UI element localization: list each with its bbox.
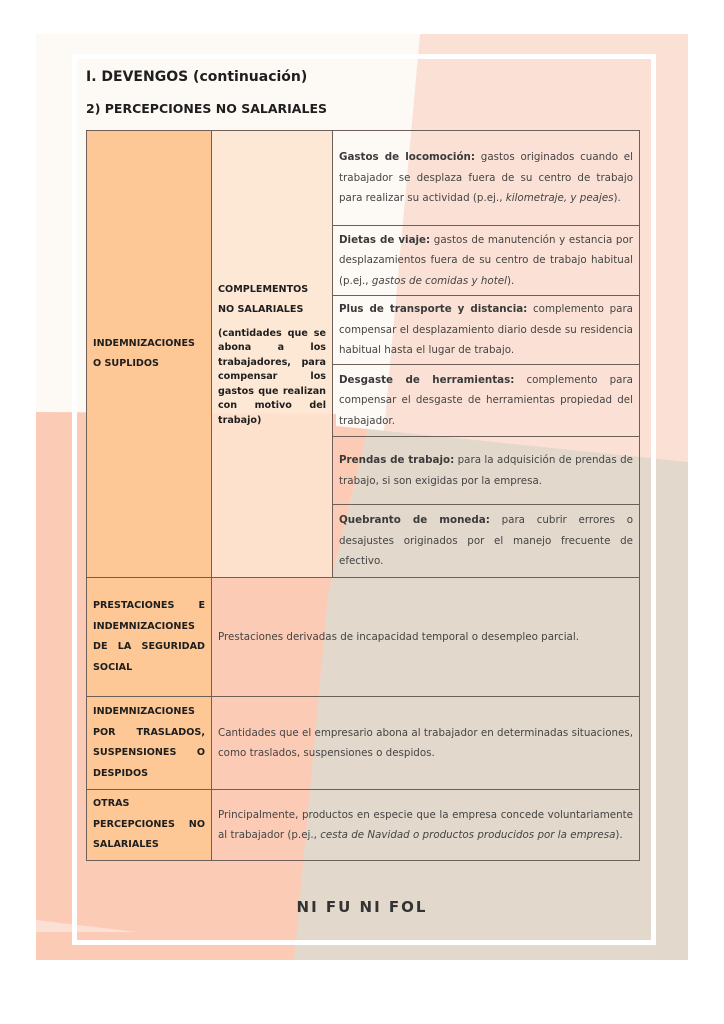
perceptions-table <box>86 130 640 861</box>
item-text: complemento para compensar el desgaste de herramientas propiedad del trabajador. <box>339 373 633 427</box>
item-cell <box>333 437 640 505</box>
category-label: INDEMNIZACIONES O SUPLIDOS <box>93 337 195 369</box>
table-row <box>87 131 640 226</box>
category-label: PRESTACIONES E INDEMNIZACIONES DE LA SEGURIDAD SOCIAL <box>93 600 205 673</box>
description-example: cesta de Navidad o productos producidos por la empresa <box>320 829 616 841</box>
item-cell <box>333 365 640 437</box>
item-cell <box>333 296 640 365</box>
description-cell <box>212 578 640 697</box>
table-row <box>87 790 640 861</box>
item-text: gastos de manutención y estancia por desplazamientos fuera de su centro de trabajo habitual (p.ej., <box>339 233 633 287</box>
description-cell <box>212 697 640 790</box>
description-text: Prestaciones derivadas de incapacidad temporal o desempleo parcial. <box>218 630 579 643</box>
category-cell <box>87 790 212 861</box>
category-cell-indemnizaciones <box>87 131 212 578</box>
item-example: gastos de comidas y hotel <box>371 274 507 287</box>
section-subtitle: 2) PERCEPCIONES NO SALARIALES <box>86 101 327 116</box>
footer-brand: NI FU NI FOL <box>296 898 428 916</box>
item-term: Plus de transporte y distancia: <box>339 303 528 316</box>
item-text: para la adquisición de prendas de trabajo, si son exigidas por la empresa. <box>339 454 633 487</box>
page-title: I. DEVENGOS (continuación) <box>86 69 308 85</box>
item-term: Dietas de viaje: <box>339 233 431 246</box>
subcategory-title: COMPLEMENTOS <box>218 283 309 295</box>
description-text: Principalmente, productos en especie que la empresa concede voluntariamente al trabajador (p.ej., <box>218 808 633 841</box>
category-cell <box>87 578 212 697</box>
item-tail: ). <box>613 192 621 205</box>
item-example: kilometraje, y peajes <box>505 192 614 205</box>
description-text: Cantidades que el empresario abona al trabajador en determinadas situaciones, como traslados, suspensiones o despidos. <box>218 726 633 759</box>
item-text: complemento para compensar el desplazamiento diario desde su residencia habitual hasta el lugar de trabajo. <box>339 303 633 357</box>
item-term: Gastos de locomoción: <box>339 151 475 164</box>
item-text: para cubrir errores o desajustes originados por el manejo frecuente de efectivo. <box>339 514 634 568</box>
item-tail: ). <box>506 274 515 287</box>
item-term: Desgaste de herramientas: <box>339 373 515 386</box>
description-tail: ). <box>615 829 623 841</box>
category-label: INDEMNIZACIONES POR TRASLADOS, SUSPENSIONES O DESPIDOS <box>93 706 205 779</box>
item-cell <box>333 226 640 296</box>
item-text: gastos originados cuando el trabajador se desplaza fuera de su centro de trabajo para realizar su actividad (p.ej., <box>339 151 633 205</box>
category-cell <box>87 697 212 790</box>
category-label: OTRAS PERCEPCIONES NO SALARIALES <box>93 798 205 851</box>
table-row <box>87 578 640 697</box>
subcategory-title-2: NO SALARIALES <box>218 304 304 316</box>
item-cell <box>333 131 640 226</box>
description-cell <box>212 790 640 861</box>
subcategory-note: (cantidades que se abona a los trabajadores, para compensar los gastos que realizan con motivo del trabajo) <box>218 327 326 426</box>
item-term: Quebranto de moneda: <box>339 514 490 527</box>
item-cell <box>333 505 640 578</box>
item-term: Prendas de trabajo: <box>339 454 455 466</box>
subcategory-cell-complementos <box>212 131 333 578</box>
table-row <box>87 697 640 790</box>
